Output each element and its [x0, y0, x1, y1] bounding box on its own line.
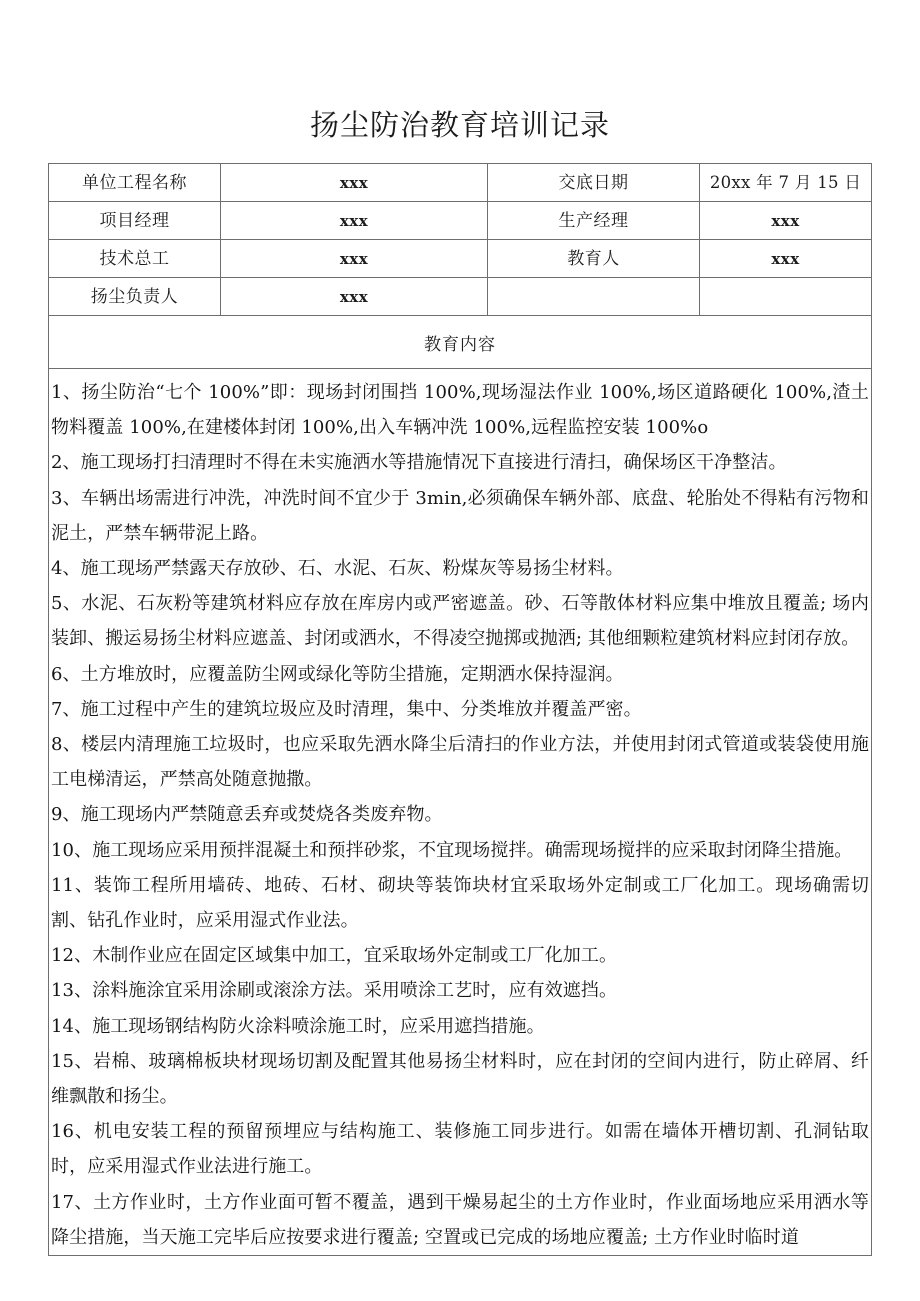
content-item: 6、土方堆放时，应覆盖防尘网或绿化等防尘措施，定期洒水保持湿润。	[51, 663, 624, 685]
content-item: 1、扬尘防治“七个 100%”即：现场封闭围挡 100%,现场湿法作业 100%,场区道路硬化 100%,渣土物料覆盖 100%,在建楼体封闭 100%,出入车辆冲洗 100%,远程监控安装 100%o	[51, 382, 869, 439]
field-value-production-manager[interactable]: xxx	[700, 202, 872, 240]
content-item: 8、楼层内清理施工垃圾时，也应采取先洒水降尘后清扫的作业方法，并使用封闭式管道或装袋使用施工电梯清运，严禁高处随意抛撒。	[51, 734, 869, 791]
table-row-section-heading	[49, 316, 872, 369]
field-value-chief-engineer[interactable]: xxx	[221, 240, 488, 278]
education-content-cell	[49, 369, 872, 1256]
content-item: 11、装饰工程所用墙砖、地砖、石材、砌块等装饰块材宜采取场外定制或工厂化加工。现场确需切割、钻孔作业时，应采用湿式作业法。	[51, 874, 869, 932]
content-item: 15、岩棉、玻璃棉板块材现场切割及配置其他易扬尘材料时，应在封闭的空间内进行，防止碎屑、纤维飘散和扬尘。	[51, 1050, 869, 1108]
content-item: 14、施工现场钢结构防火涂料喷涂施工时，应采用遮挡措施。	[51, 1015, 545, 1037]
content-item: 17、土方作业时，土方作业面可暂不覆盖，遇到干燥易起尘的土方作业时，作业面场地应采用洒水等降尘措施，当天施工完毕后应按要求进行覆盖; 空置或已完成的场地应覆盖; 土方作业时临时道	[51, 1191, 869, 1248]
field-value-disclosure-date[interactable]: 20xx 年 7 月 15 日	[700, 164, 872, 202]
table-row	[49, 240, 872, 278]
table-row	[49, 164, 872, 202]
field-value-project-manager[interactable]: xxx	[221, 202, 488, 240]
field-label-chief-engineer: 技术总工	[49, 240, 221, 278]
education-content-list	[49, 375, 871, 1255]
content-item: 10、施工现场应采用预拌混凝土和预拌砂浆，不宜现场搅拌。确需现场搅拌的应采取封闭降尘措施。	[51, 839, 853, 861]
content-item: 5、水泥、石灰粉等建筑材料应存放在库房内或严密遮盖。砂、石等散体材料应集中堆放且覆盖; 场内装卸、搬运易扬尘材料应遮盖、封闭或洒水，不得凌空抛掷或抛洒; 其他细颗粒建筑材料应封闭存放。	[51, 593, 869, 650]
content-item: 12、木制作业应在固定区域集中加工，宜采取场外定制或工厂化加工。	[51, 945, 618, 967]
table-row-content	[49, 369, 872, 1256]
content-item: 4、施工现场严禁露天存放砂、石、水泥、石灰、粉煤灰等易扬尘材料。	[51, 558, 624, 580]
content-item: 2、施工现场打扫清理时不得在未实施洒水等措施情况下直接进行清扫，确保场区干净整洁。	[51, 452, 787, 474]
field-value-educator[interactable]: xxx	[700, 240, 872, 278]
field-label-project-name: 单位工程名称	[49, 164, 221, 202]
field-label-educator: 教育人	[488, 240, 700, 278]
field-value-empty[interactable]	[700, 278, 872, 316]
content-item: 9、施工现场内严禁随意丢弃或焚烧各类废弃物。	[51, 804, 443, 826]
content-item: 13、涂料施涂宜采用涂刷或滚涂方法。采用喷涂工艺时，应有效遮挡。	[51, 980, 618, 1002]
field-label-dust-supervisor: 扬尘负责人	[49, 278, 221, 316]
content-item: 7、施工过程中产生的建筑垃圾应及时清理，集中、分类堆放并覆盖严密。	[51, 698, 642, 720]
field-label-project-manager: 项目经理	[49, 202, 221, 240]
content-item: 16、机电安装工程的预留预埋应与结构施工、装修施工同步进行。如需在墙体开槽切割、孔洞钻取时，应采用湿式作业法进行施工。	[51, 1121, 869, 1178]
table-row	[49, 202, 872, 240]
field-label-empty	[488, 278, 700, 316]
education-record-table	[48, 163, 872, 1256]
table-row	[49, 278, 872, 316]
content-item: 3、车辆出场需进行冲洗，冲洗时间不宜少于 3min,必须确保车辆外部、底盘、轮胎处不得粘有污物和泥土，严禁车辆带泥上路。	[51, 487, 869, 544]
section-heading-education-content: 教育内容	[49, 316, 872, 369]
field-value-dust-supervisor[interactable]: xxx	[221, 278, 488, 316]
field-label-disclosure-date: 交底日期	[488, 164, 700, 202]
field-value-project-name[interactable]: xxx	[221, 164, 488, 202]
field-label-production-manager: 生产经理	[488, 202, 700, 240]
page-title: 扬尘防治教育培训记录	[309, 108, 610, 142]
